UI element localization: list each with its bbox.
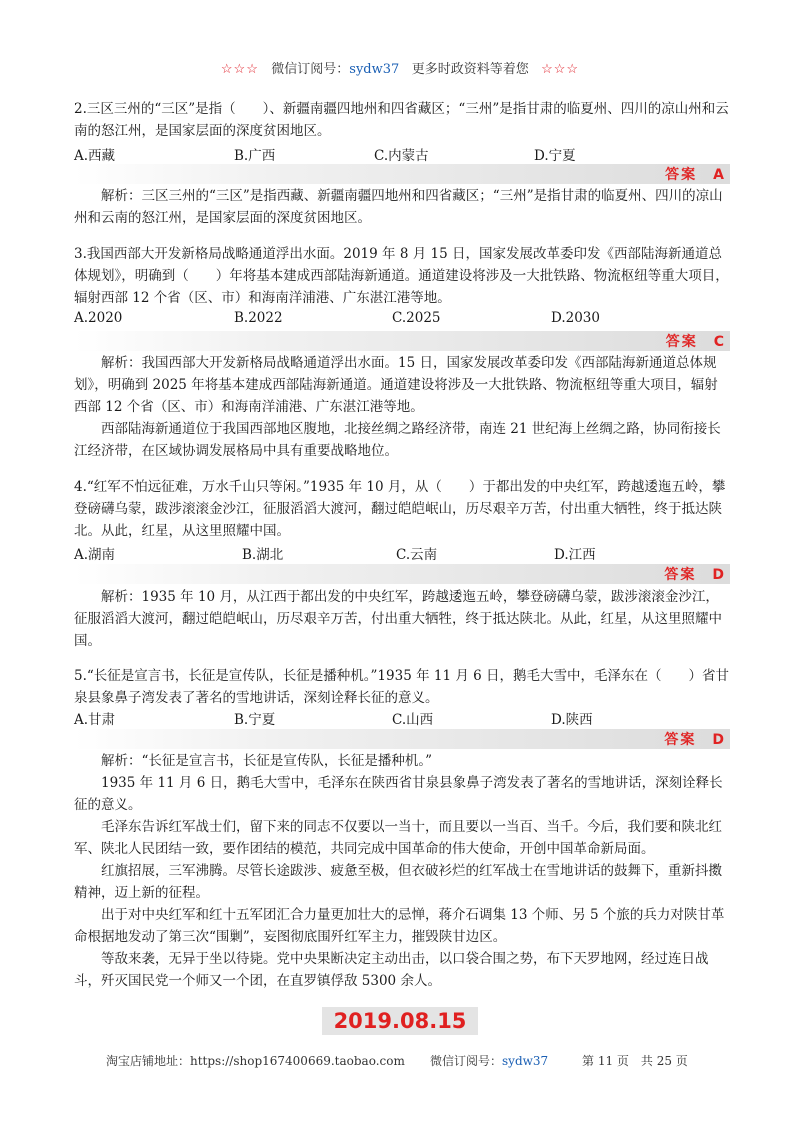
option-a: A.湖南 — [74, 547, 116, 563]
answer-5: 答案 D — [664, 732, 726, 748]
option-c: C.山西 — [392, 712, 434, 728]
answer-4: 答案 D — [664, 567, 726, 583]
option-c: C.2025 — [392, 310, 441, 326]
header-slogan: 更多时政资料等着您 — [411, 62, 529, 77]
option-b: B.2022 — [234, 310, 283, 326]
option-d: D.2030 — [551, 310, 600, 326]
stars-left-icon: ☆☆☆ — [220, 62, 259, 77]
question-3-text: 3.我国西部大开发新格局战略通道浮出水面。2019 年 8 月 15 日，国家发展改革委印发《西部陆海新通道总体规划》，明确到（ ）年将基本建成西部陆海新通道。通道建设将涉及一大批铁路、物流枢纽等重大项目，辐射西部 12 个省（区、市）和海南洋浦港、广东湛江港等地。 — [74, 246, 729, 306]
explanation-5-p2: 1935 年 11 月 6 日，鹅毛大雪中，毛泽东在陕西省甘泉县象鼻子湾发表了著名的雪地讲话，深刻诠释长征的意义。 — [74, 775, 723, 813]
question-2-text: 2.三区三州的“三区”是指（ ）、新疆南疆四地州和四省藏区；“三州”是指甘肃的临夏州、四川的凉山州和云南的怒江州，是国家层面的深度贫困地区。 — [74, 101, 729, 139]
answer-bar-4 — [74, 564, 730, 584]
explanation-4 — [74, 586, 730, 652]
page-header — [0, 58, 800, 77]
option-d: D.江西 — [554, 547, 596, 563]
option-a: A.甘肃 — [74, 712, 116, 728]
option-b: B.广西 — [234, 148, 276, 164]
answer-bar-5 — [74, 729, 730, 749]
explanation-2 — [74, 185, 730, 229]
footer-wechat — [430, 1052, 548, 1069]
explanation-3-p2: 西部陆海新通道位于我国西部地区腹地，北接丝绸之路经济带，南连 21 世纪海上丝绸之路，协同衔接长江经济带，在区域协调发展格局中具有重要战略地位。 — [74, 421, 721, 459]
explanation-5 — [74, 750, 730, 992]
option-b: B.宁夏 — [234, 712, 276, 728]
option-b: B.湖北 — [242, 547, 284, 563]
header-label: 微信订阅号： — [271, 62, 350, 77]
header-account: sydw37 — [349, 62, 400, 77]
explanation-4-p1: 解析：1935 年 10 月，从江西于都出发的中央红军，跨越逶迤五岭，攀登磅礴乌蒙，跋涉滚滚金沙江，征服滔滔大渡河，翻过皑皑岷山，历尽艰辛万苦，付出重大牺牲，终于抵达陕北。从此，红星，从这里照耀中国。 — [74, 589, 722, 649]
footer-wx-account: sydw37 — [502, 1054, 549, 1068]
answer-bar-3 — [74, 331, 730, 351]
option-c: C.内蒙古 — [374, 148, 429, 164]
explanation-3 — [74, 352, 730, 462]
question-5-text: 5.“长征是宣言书，长征是宣传队，长征是播种机。”1935 年 11 月 6 日，鹅毛大雪中，毛泽东在（ ）省甘泉县象鼻子湾发表了著名的雪地讲话，深刻诠释长征的意义。 — [74, 668, 730, 706]
option-a: A.2020 — [74, 310, 123, 326]
explanation-3-p1: 解析：我国西部大开发新格局战略通道浮出水面。15 日，国家发展改革委印发《西部陆海新通道总体规划》，明确到 2025 年将基本建成西部陆海新通道。通道建设将涉及一大批铁路、物流枢纽等重大项目，辐射西部 12 个省（区、市）和海南洋浦港、广东湛江港等地。 — [74, 355, 718, 415]
option-d: D.陕西 — [551, 712, 593, 728]
explanation-5-p4: 红旗招展，三军沸腾。尽管长途跋涉、疲惫至极，但衣破衫烂的红军战士在雪地讲话的鼓舞下，重新抖擞精神，迈上新的征程。 — [74, 863, 722, 901]
question-4-options — [74, 543, 730, 565]
explanation-5-p1: 解析：“长征是宣言书，长征是宣传队，长征是播种机。” — [101, 753, 433, 769]
explanation-2-p1: 解析：三区三州的“三区”是指西藏、新疆南疆四地州和四省藏区；“三州”是指甘肃的临夏州、四川的凉山州和云南的怒江州，是国家层面的深度贫困地区。 — [74, 188, 723, 226]
explanation-5-p6: 等敌来袭，无异于坐以待毙。党中央果断决定主动出击，以口袋合围之势，布下天罗地网，经过连日战斗，歼灭国民党一个师又一个团，在直罗镇俘敌 5300 余人。 — [74, 951, 709, 989]
option-c: C.云南 — [396, 547, 438, 563]
option-a: A.西藏 — [74, 148, 116, 164]
question-2-options — [74, 144, 730, 166]
shop-link[interactable]: 淘宝店铺地址：https://shop167400669.taobao.com — [106, 1054, 405, 1068]
page-number: 第 11 页 共 25 页 — [582, 1054, 688, 1068]
question-5-options — [74, 708, 730, 730]
answer-3: 答案 C — [665, 334, 726, 350]
explanation-5-p5: 出于对中央红军和红十五军团汇合力量更加壮大的忌惮，蒋介石调集 13 个师、另 5 个旅的兵力对陕甘革命根据地发动了第三次“围剿”，妄图彻底围歼红军主力，摧毁陕甘边区。 — [74, 907, 725, 945]
date-text: 2019.08.15 — [322, 1007, 479, 1035]
answer-bar-2 — [74, 164, 730, 184]
question-4-text: 4.“红军不怕远征难，万水千山只等闲。”1935 年 10 月，从（ ）于都出发的中央红军，跨越逶迤五岭，攀登磅礴乌蒙，跋涉滚滚金沙江，征服滔滔大渡河，翻过皑皑岷山，历尽艰辛万苦，付出重大牺牲，终于抵达陕北。从此，红星，从这里照耀中国。 — [74, 479, 726, 539]
question-3-options — [74, 310, 730, 332]
date-stamp — [0, 1007, 800, 1035]
stars-right-icon: ☆☆☆ — [541, 62, 580, 77]
footer-wx-label: 微信订阅号： — [430, 1054, 503, 1068]
option-d: D.宁夏 — [534, 148, 576, 164]
answer-2: 答案 A — [665, 167, 726, 183]
explanation-5-p3: 毛泽东告诉红军战士们，留下来的同志不仅要以一当十，而且要以一当百、当千。今后，我们要和陕北红军、陕北人民团结一致，要作团结的模范，共同完成中国革命的伟大使命，开创中国革命新局面。 — [74, 819, 722, 857]
